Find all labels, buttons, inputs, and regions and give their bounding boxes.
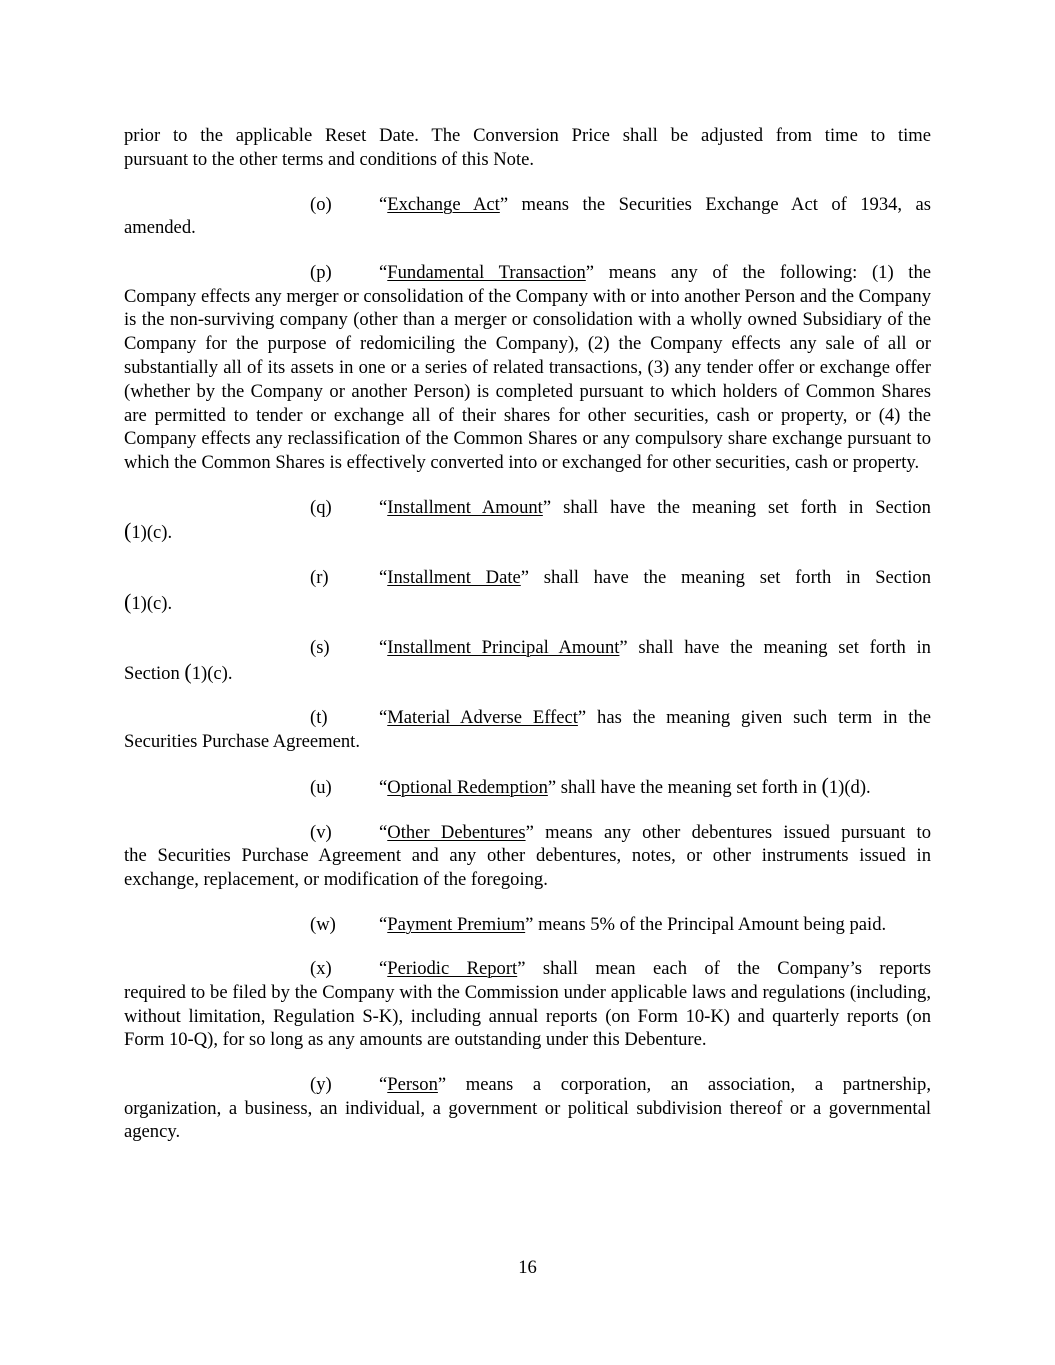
definition-s-paren: ( bbox=[184, 658, 192, 684]
definition-t-first-line bbox=[124, 706, 931, 730]
close-quote: ” bbox=[525, 821, 534, 843]
definition-x-continuation: required to be filed by the Company with the Commission under applicable laws and regulations (including, without limitation, Regulation S-K), including annual reports (on Form 10-K) and quarterly reports (on Form 10-Q), for so long as any amounts are outstanding under this Debenture. bbox=[124, 981, 931, 1051]
document-page bbox=[124, 124, 931, 1165]
definition-v-label: (v) bbox=[310, 821, 332, 843]
open-quote: “ bbox=[379, 496, 388, 518]
definition-q bbox=[124, 496, 931, 546]
open-quote: “ bbox=[379, 913, 388, 935]
definition-w bbox=[124, 913, 931, 937]
open-quote: “ bbox=[379, 1073, 388, 1095]
open-quote: “ bbox=[379, 707, 388, 729]
definition-r-label: (r) bbox=[310, 566, 329, 588]
definition-r-continuation: 1)(c). bbox=[131, 592, 173, 614]
page-number: 16 bbox=[518, 1257, 537, 1278]
definition-t-line1-text: has the meaning given such term in the bbox=[586, 707, 931, 729]
definition-y-first-line bbox=[124, 1073, 931, 1097]
defined-term-exchange-act: Exchange Act bbox=[387, 193, 500, 215]
definition-w-line1-text: means 5% of the Principal Amount being paid. bbox=[533, 913, 887, 935]
close-quote: ” bbox=[499, 193, 509, 215]
definition-y-line1-text: means a corporation, an association, a partnership, bbox=[446, 1073, 931, 1095]
open-quote: “ bbox=[379, 821, 388, 843]
definition-r-first-line bbox=[124, 566, 931, 590]
definition-y-label: (y) bbox=[310, 1073, 332, 1095]
definition-p-continuation: Company effects any merger or consolidation of the Company with or into another Person and the Company is the non-surviving company (other than a merger or consolidation with a wholly owned Subsidiary of the Company for the purpose of redomiciling the Company), (2) the Company effects any sale of all or substantially all of its assets in one or a series of related transactions, (3) any tender offer or exchange offer (whether by the Company or another Person) is completed pursuant to which holders of Common Shares are permitted to tender or exchange all of their shares for other securities, cash or property, or (4) the Company effects any reclassification of the Common Shares or any compulsory share exchange pursuant to which the Common Shares is effectively converted into or exchanged for other securities, cash or property. bbox=[124, 285, 931, 474]
definition-v-continuation: the Securities Purchase Agreement and any other debentures, notes, or other instruments issued in exchange, replacement, or modification of the foregoing. bbox=[124, 845, 931, 891]
close-quote: ” bbox=[585, 261, 595, 283]
definition-t-continuation: Securities Purchase Agreement. bbox=[124, 730, 360, 752]
definition-w-label: (w) bbox=[310, 913, 336, 935]
definition-s-line1-text: shall have the meaning set forth in bbox=[627, 636, 931, 658]
close-quote: ” bbox=[547, 777, 557, 799]
defined-term-installment-amount: Installment Amount bbox=[387, 496, 543, 518]
close-quote: ” bbox=[619, 636, 628, 658]
defined-term-payment-premium: Payment Premium bbox=[387, 913, 526, 935]
defined-term-person: Person bbox=[387, 1073, 438, 1095]
definition-r bbox=[124, 566, 931, 616]
defined-term-optional-redemption: Optional Redemption bbox=[387, 777, 548, 799]
intro-line-2: pursuant to the other terms and conditions of this Note. bbox=[124, 148, 535, 170]
definition-x-first-line bbox=[124, 957, 931, 981]
close-quote: ” bbox=[437, 1073, 447, 1095]
open-quote: “ bbox=[379, 566, 388, 588]
definition-s-label: (s) bbox=[310, 636, 330, 658]
definition-u-paren: ( bbox=[821, 773, 829, 799]
defined-term-fundamental-transaction: Fundamental Transaction bbox=[387, 261, 586, 283]
definition-y-continuation: organization, a business, an individual, a government or political subdivision thereof or a governmental agency. bbox=[124, 1097, 931, 1143]
definition-p-label: (p) bbox=[310, 261, 332, 283]
close-quote: ” bbox=[542, 496, 552, 518]
open-quote: “ bbox=[379, 193, 388, 215]
definition-s-continuation: 1)(c). bbox=[191, 662, 233, 684]
definition-p-line1-text: means any of the following: (1) the bbox=[594, 261, 931, 283]
defined-term-other-debentures: Other Debentures bbox=[387, 821, 526, 843]
definition-r-paren: ( bbox=[124, 588, 132, 614]
definition-o-continuation: amended. bbox=[124, 217, 196, 239]
definition-u-line1-tail: 1)(d). bbox=[828, 777, 871, 799]
definition-o-line1-text: means the Securities Exchange Act of 1934, as bbox=[508, 193, 931, 215]
open-quote: “ bbox=[379, 261, 388, 283]
definition-y bbox=[124, 1073, 931, 1144]
definition-p-first-line bbox=[124, 261, 931, 285]
definition-o-first-line bbox=[124, 193, 931, 217]
definition-x bbox=[124, 957, 931, 1052]
definition-x-label: (x) bbox=[310, 958, 332, 980]
definition-s bbox=[124, 636, 931, 686]
intro-paragraph bbox=[124, 124, 931, 172]
definition-q-first-line bbox=[124, 496, 931, 520]
close-quote: ” bbox=[577, 707, 587, 729]
definition-v-first-line bbox=[124, 821, 931, 845]
definition-t-label: (t) bbox=[310, 707, 328, 729]
open-quote: “ bbox=[379, 777, 388, 799]
definition-p bbox=[124, 261, 931, 475]
definition-v bbox=[124, 821, 931, 892]
definition-x-line1-text: shall mean each of the Company’s reports bbox=[525, 958, 931, 980]
defined-term-material-adverse-effect: Material Adverse Effect bbox=[387, 707, 578, 729]
intro-line-1: prior to the applicable Reset Date. The Conversion Price shall be adjusted from time to time bbox=[124, 125, 931, 146]
definition-q-line1-text: shall have the meaning set forth in Section bbox=[551, 496, 931, 518]
definition-q-paren: ( bbox=[124, 518, 132, 544]
open-quote: “ bbox=[379, 636, 388, 658]
definition-q-label: (q) bbox=[310, 496, 332, 518]
close-quote: ” bbox=[517, 958, 526, 980]
defined-term-installment-date: Installment Date bbox=[387, 566, 521, 588]
definition-u bbox=[124, 774, 931, 800]
definition-s-first-line bbox=[124, 636, 931, 660]
definition-r-line1-text: shall have the meaning set forth in Section bbox=[529, 566, 931, 588]
definition-u-line1-text: shall have the meaning set forth in bbox=[556, 777, 822, 799]
definition-q-continuation: 1)(c). bbox=[131, 522, 173, 544]
definition-v-line1-text: means any other debentures issued pursuant to bbox=[533, 821, 931, 843]
definition-u-label: (u) bbox=[310, 777, 332, 799]
close-quote: ” bbox=[525, 913, 534, 935]
defined-term-installment-principal-amount: Installment Principal Amount bbox=[387, 636, 620, 658]
definition-o bbox=[124, 193, 931, 241]
open-quote: “ bbox=[379, 958, 388, 980]
close-quote: ” bbox=[520, 566, 530, 588]
defined-term-periodic-report: Periodic Report bbox=[387, 958, 518, 980]
definition-o-label: (o) bbox=[310, 193, 332, 215]
definition-t bbox=[124, 706, 931, 754]
definition-s-prefix: Section bbox=[124, 662, 185, 684]
